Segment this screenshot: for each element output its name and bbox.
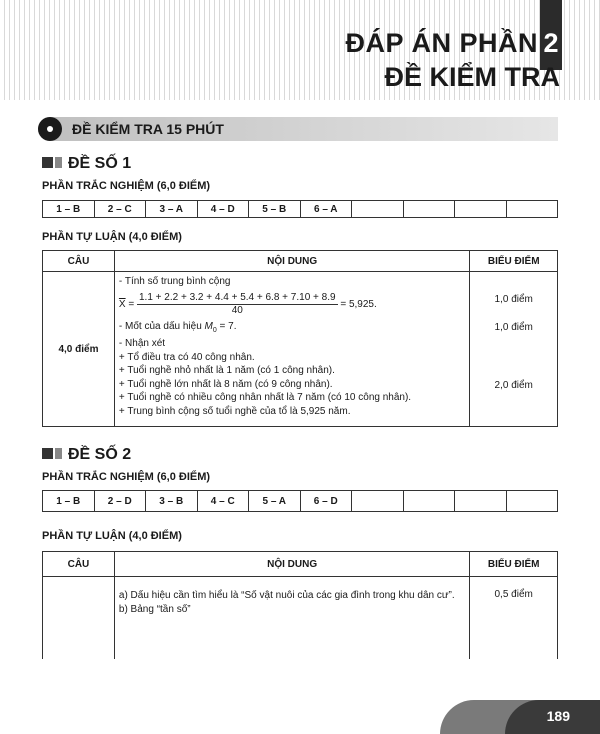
formula-line — [119, 292, 465, 317]
score-cell — [470, 272, 558, 427]
de2-title: ĐỀ SỐ 2 — [68, 446, 132, 463]
mc-cell: 5 – B — [249, 201, 301, 218]
score-cell — [470, 577, 558, 659]
content-cell — [114, 577, 469, 659]
de2-heading — [42, 446, 131, 464]
mc-cell: 1 – B — [43, 201, 95, 218]
content-line: + Tuổi nghề có nhiều công nhân nhất là 7 năm (có 10 công nhân). — [118, 392, 412, 403]
cau-cell — [43, 577, 115, 659]
mc-cell: 5 – A — [249, 491, 301, 512]
de1-mc-heading: PHẦN TRẮC NGHIỆM (6,0 ĐIỂM) — [42, 180, 211, 192]
score-value: 1,0 điểm — [494, 294, 533, 305]
content-line: + Trung bình cộng số tuổi nghề của tổ là 5,925 năm. — [118, 405, 351, 417]
xbar-symbol: $\overline{X}$ — [118, 298, 126, 310]
de2-essay-heading: PHẦN TỰ LUẬN (4,0 ĐIỂM) — [42, 530, 182, 542]
col-header-bieudiem: BIỂU ĐIỂM — [470, 552, 558, 577]
equals-sign: = — [125, 298, 137, 310]
fraction — [137, 292, 338, 317]
de2-mc-heading: PHẦN TRẮC NGHIỆM (6,0 ĐIỂM) — [42, 471, 211, 483]
de1-mc-table — [42, 200, 558, 218]
de2-mc-table — [42, 490, 558, 512]
mc-cell: 6 – A — [300, 201, 352, 218]
square-icon — [55, 157, 62, 168]
content-line: + Tuổi nghề nhỏ nhất là 1 năm (có 1 công nhân). — [118, 365, 335, 376]
formula-result: = 5,925. — [337, 298, 377, 310]
col-header-noidung: NỘI DUNG — [114, 552, 469, 577]
mc-cell — [455, 201, 507, 218]
mc-cell — [403, 201, 455, 218]
col-header-cau: CÂU — [43, 552, 115, 577]
mc-cell — [506, 491, 558, 512]
score-value: 1,0 điểm — [494, 322, 533, 333]
de2-essay-table — [42, 551, 558, 659]
mc-cell — [352, 201, 404, 218]
score-value: 0,5 điểm — [494, 589, 533, 600]
mc-cell — [506, 201, 558, 218]
content-line: - Nhận xét — [118, 338, 166, 349]
mc-cell: 3 – B — [146, 491, 198, 512]
content-line: a) Dấu hiệu cần tìm hiểu là “Số vật nuôi của các gia đình trong khu dân cư”. — [118, 590, 455, 601]
bullet-icon — [38, 117, 62, 141]
de1-essay-heading: PHẦN TỰ LUẬN (4,0 ĐIỂM) — [42, 231, 182, 243]
mode-subscript: 0 — [212, 326, 217, 334]
mode-symbol: M — [204, 320, 213, 332]
mode-text: - Mốt của dấu hiệu — [118, 320, 205, 332]
content-line: + Tổ điều tra có 40 công nhân. — [118, 351, 255, 363]
fraction-numerator: 1.1 + 2.2 + 3.2 + 4.4 + 5.4 + 6.8 + 7.10 + 8.9 — [139, 291, 336, 303]
mode-value: = 7. — [216, 320, 237, 332]
col-header-bieudiem: BIỂU ĐIỂM — [470, 251, 558, 272]
col-header-cau: CÂU — [43, 251, 115, 272]
mc-cell: 2 – D — [94, 491, 146, 512]
mc-cell — [455, 491, 507, 512]
page-title-line1: ĐÁP ÁN PHẦN — [345, 28, 538, 58]
square-icon — [55, 448, 62, 459]
part-number: 2 — [543, 28, 559, 58]
part-number-badge — [540, 0, 562, 70]
mc-cell: 4 – C — [197, 491, 249, 512]
content-line: + Tuổi nghề lớn nhất là 8 năm (có 9 công nhân). — [118, 378, 333, 390]
section-bar — [38, 117, 558, 141]
square-icon — [42, 448, 53, 459]
score-value: 2,0 điểm — [494, 380, 533, 391]
de1-title: ĐỀ SỐ 1 — [68, 155, 132, 172]
fraction-denominator: 40 — [231, 304, 243, 316]
content-line — [119, 320, 465, 338]
mc-cell: 4 – D — [197, 201, 249, 218]
page-title-line2: ĐỀ KIỂM TRA — [384, 62, 560, 92]
de1-heading — [42, 155, 131, 173]
cau-cell: 4,0 điểm — [43, 272, 115, 427]
content-line: b) Bảng “tần số” — [118, 603, 191, 615]
mc-cell: 6 – D — [300, 491, 352, 512]
mc-cell: 1 – B — [43, 491, 95, 512]
square-icon — [42, 157, 53, 168]
section-title: ĐỀ KIỂM TRA 15 PHÚT — [72, 121, 224, 137]
mc-cell: 2 – C — [94, 201, 146, 218]
de1-essay-table — [42, 250, 558, 427]
col-header-noidung: NỘI DUNG — [114, 251, 469, 272]
content-cell — [114, 272, 469, 427]
mc-cell: 3 – A — [146, 201, 198, 218]
mc-cell — [403, 491, 455, 512]
page-number: 189 — [546, 708, 570, 724]
content-line: - Tính số trung bình cộng — [118, 276, 231, 287]
mc-cell — [352, 491, 404, 512]
